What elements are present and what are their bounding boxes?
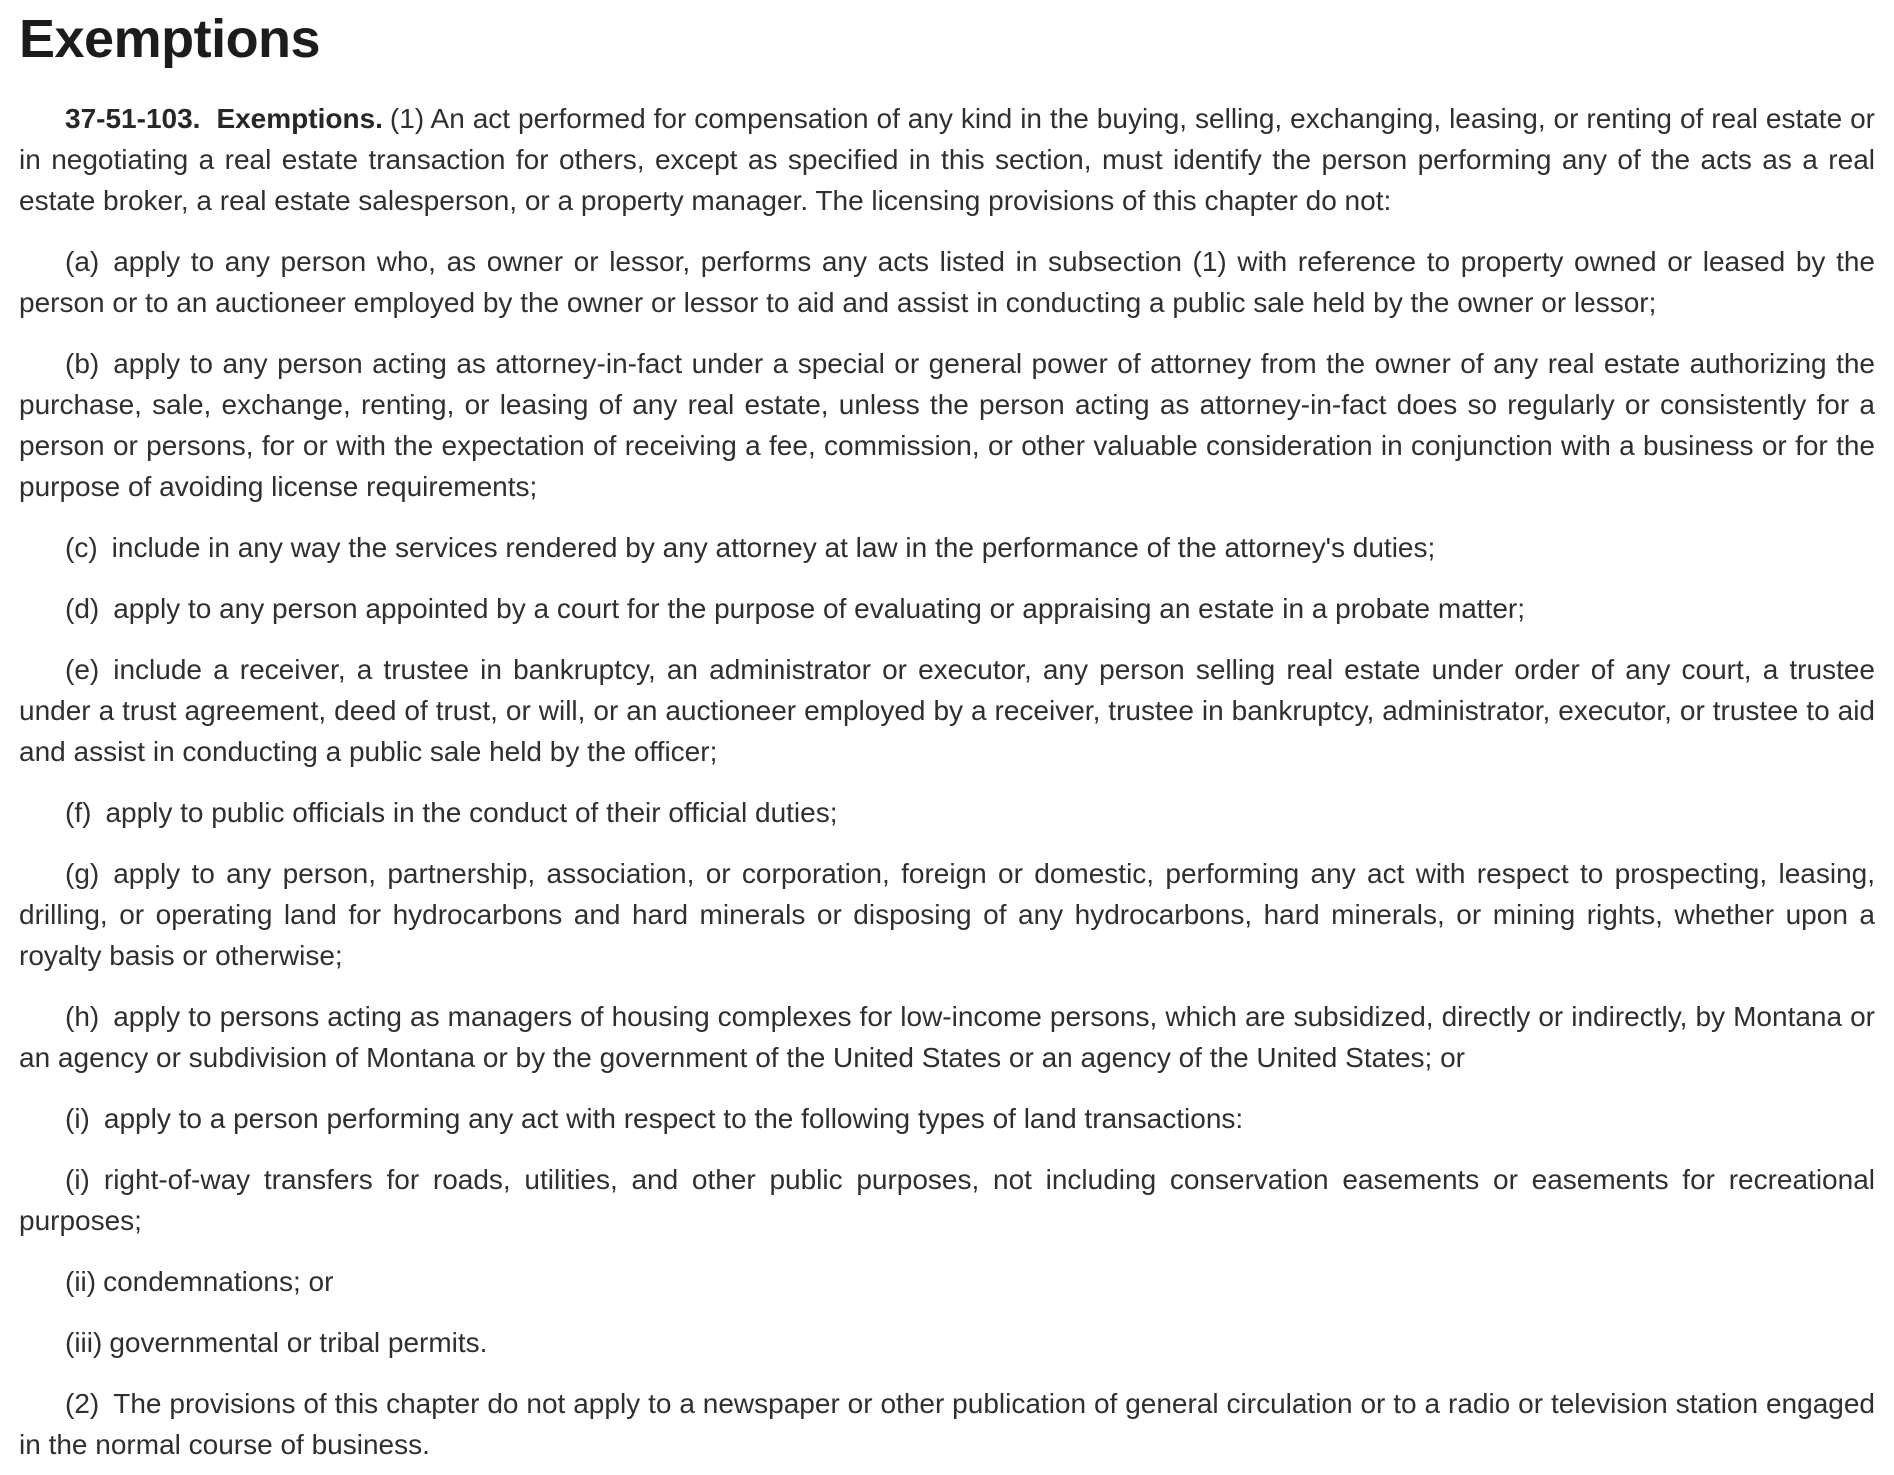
subsection-label: (a) — [65, 246, 100, 277]
subsection-label: (f) — [65, 797, 92, 828]
subsection-text: The provisions of this chapter do not apply to a newspaper or other publication of general circulation or to a radio or television station engaged in the normal course of business. — [19, 1388, 1875, 1460]
subitem-iii — [19, 1322, 1875, 1363]
subsection-label: (h) — [65, 1001, 100, 1032]
subsection-a — [19, 241, 1875, 323]
subsection-text: apply to persons acting as managers of housing complexes for low-income persons, which are subsidized, directly or indirectly, by Montana or an agency or subdivision of Montana or by the government of the United States or an agency of the United States; or — [19, 1001, 1875, 1073]
subsection-text: include in any way the services rendered by any attorney at law in the performance of the attorney's duties; — [111, 532, 1436, 563]
subitem-label: (ii) — [65, 1266, 97, 1297]
subsection-label: (i) — [65, 1103, 90, 1134]
subitem-text: condemnations; or — [103, 1266, 334, 1297]
subsection-text: apply to public officials in the conduct of their official duties; — [105, 797, 838, 828]
subitem-i — [19, 1159, 1875, 1241]
subsection-label: (b) — [65, 348, 100, 379]
statute-number: 37-51-103. — [65, 103, 201, 134]
subsection-text: include a receiver, a trustee in bankruptcy, an administrator or executor, any person selling real estate under order of any court, a trustee under a trust agreement, deed of trust, or will, or an auctioneer employed by a receiver, trustee in bankruptcy, administrator, executor, or trustee to aid and assist in conducting a public sale held by the officer; — [19, 654, 1875, 767]
subsection-label: (d) — [65, 593, 100, 624]
statute-catchline: Exemptions. — [216, 103, 383, 134]
subsection-i — [19, 1098, 1875, 1139]
page-title: Exemptions — [19, 9, 321, 69]
subsection-c — [19, 527, 1875, 568]
subsection-text: apply to a person performing any act with respect to the following types of land transactions: — [103, 1103, 1244, 1134]
subitem-text: right-of-way transfers for roads, utilities, and other public purposes, not including conservation easements or easements for recreational purposes; — [19, 1164, 1875, 1236]
subsection-label: (e) — [65, 654, 100, 685]
statute-intro-text: (1) An act performed for compensation of any kind in the buying, selling, exchanging, leasing, or renting of real estate or in negotiating a real estate transaction for others, except as specified in this section, must identify the person performing any of the acts as a real estate broker, a real estate salesperson, or a property manager. The licensing provisions of this chapter do not: — [19, 103, 1875, 216]
subsection-2 — [19, 1383, 1875, 1465]
subitem-text: governmental or tribal permits. — [109, 1327, 488, 1358]
subitem-ii — [19, 1261, 1875, 1302]
subsection-text: apply to any person acting as attorney-in-fact under a special or general power of attorney from the owner of any real estate authorizing the purchase, sale, exchange, renting, or leasing of any real estate, unless the person acting as attorney-in-fact does so regularly or consistently for a person or persons, for or with the expectation of receiving a fee, commission, or other valuable consideration in conjunction with a business or for the purpose of avoiding license requirements; — [19, 348, 1875, 502]
subsection-f — [19, 792, 1875, 833]
subitem-label: (iii) — [65, 1327, 103, 1358]
subsection-text: apply to any person, partnership, association, or corporation, foreign or domestic, performing any act with respect to prospecting, leasing, drilling, or operating land for hydrocarbons and hard minerals or disposing of any hydrocarbons, hard minerals, or mining rights, whether upon a royalty basis or otherwise; — [19, 858, 1875, 971]
statute-intro-paragraph — [19, 98, 1875, 221]
subsection-text: apply to any person appointed by a court for the purpose of evaluating or appraising an estate in a probate matter; — [113, 593, 1526, 624]
subsection-h — [19, 996, 1875, 1078]
subsection-text: apply to any person who, as owner or lessor, performs any acts listed in subsection (1) with reference to property owned or leased by the person or to an auctioneer employed by the owner or lessor to aid and assist in conducting a public sale held by the owner or lessor; — [19, 246, 1875, 318]
subsection-label: (g) — [65, 858, 100, 889]
subsection-b — [19, 343, 1875, 507]
subsection-label: (c) — [65, 532, 98, 563]
subsection-label: (2) — [65, 1388, 100, 1419]
subsection-e — [19, 649, 1875, 772]
subsection-g — [19, 853, 1875, 976]
subitem-label: (i) — [65, 1164, 90, 1195]
subsection-d — [19, 588, 1875, 629]
